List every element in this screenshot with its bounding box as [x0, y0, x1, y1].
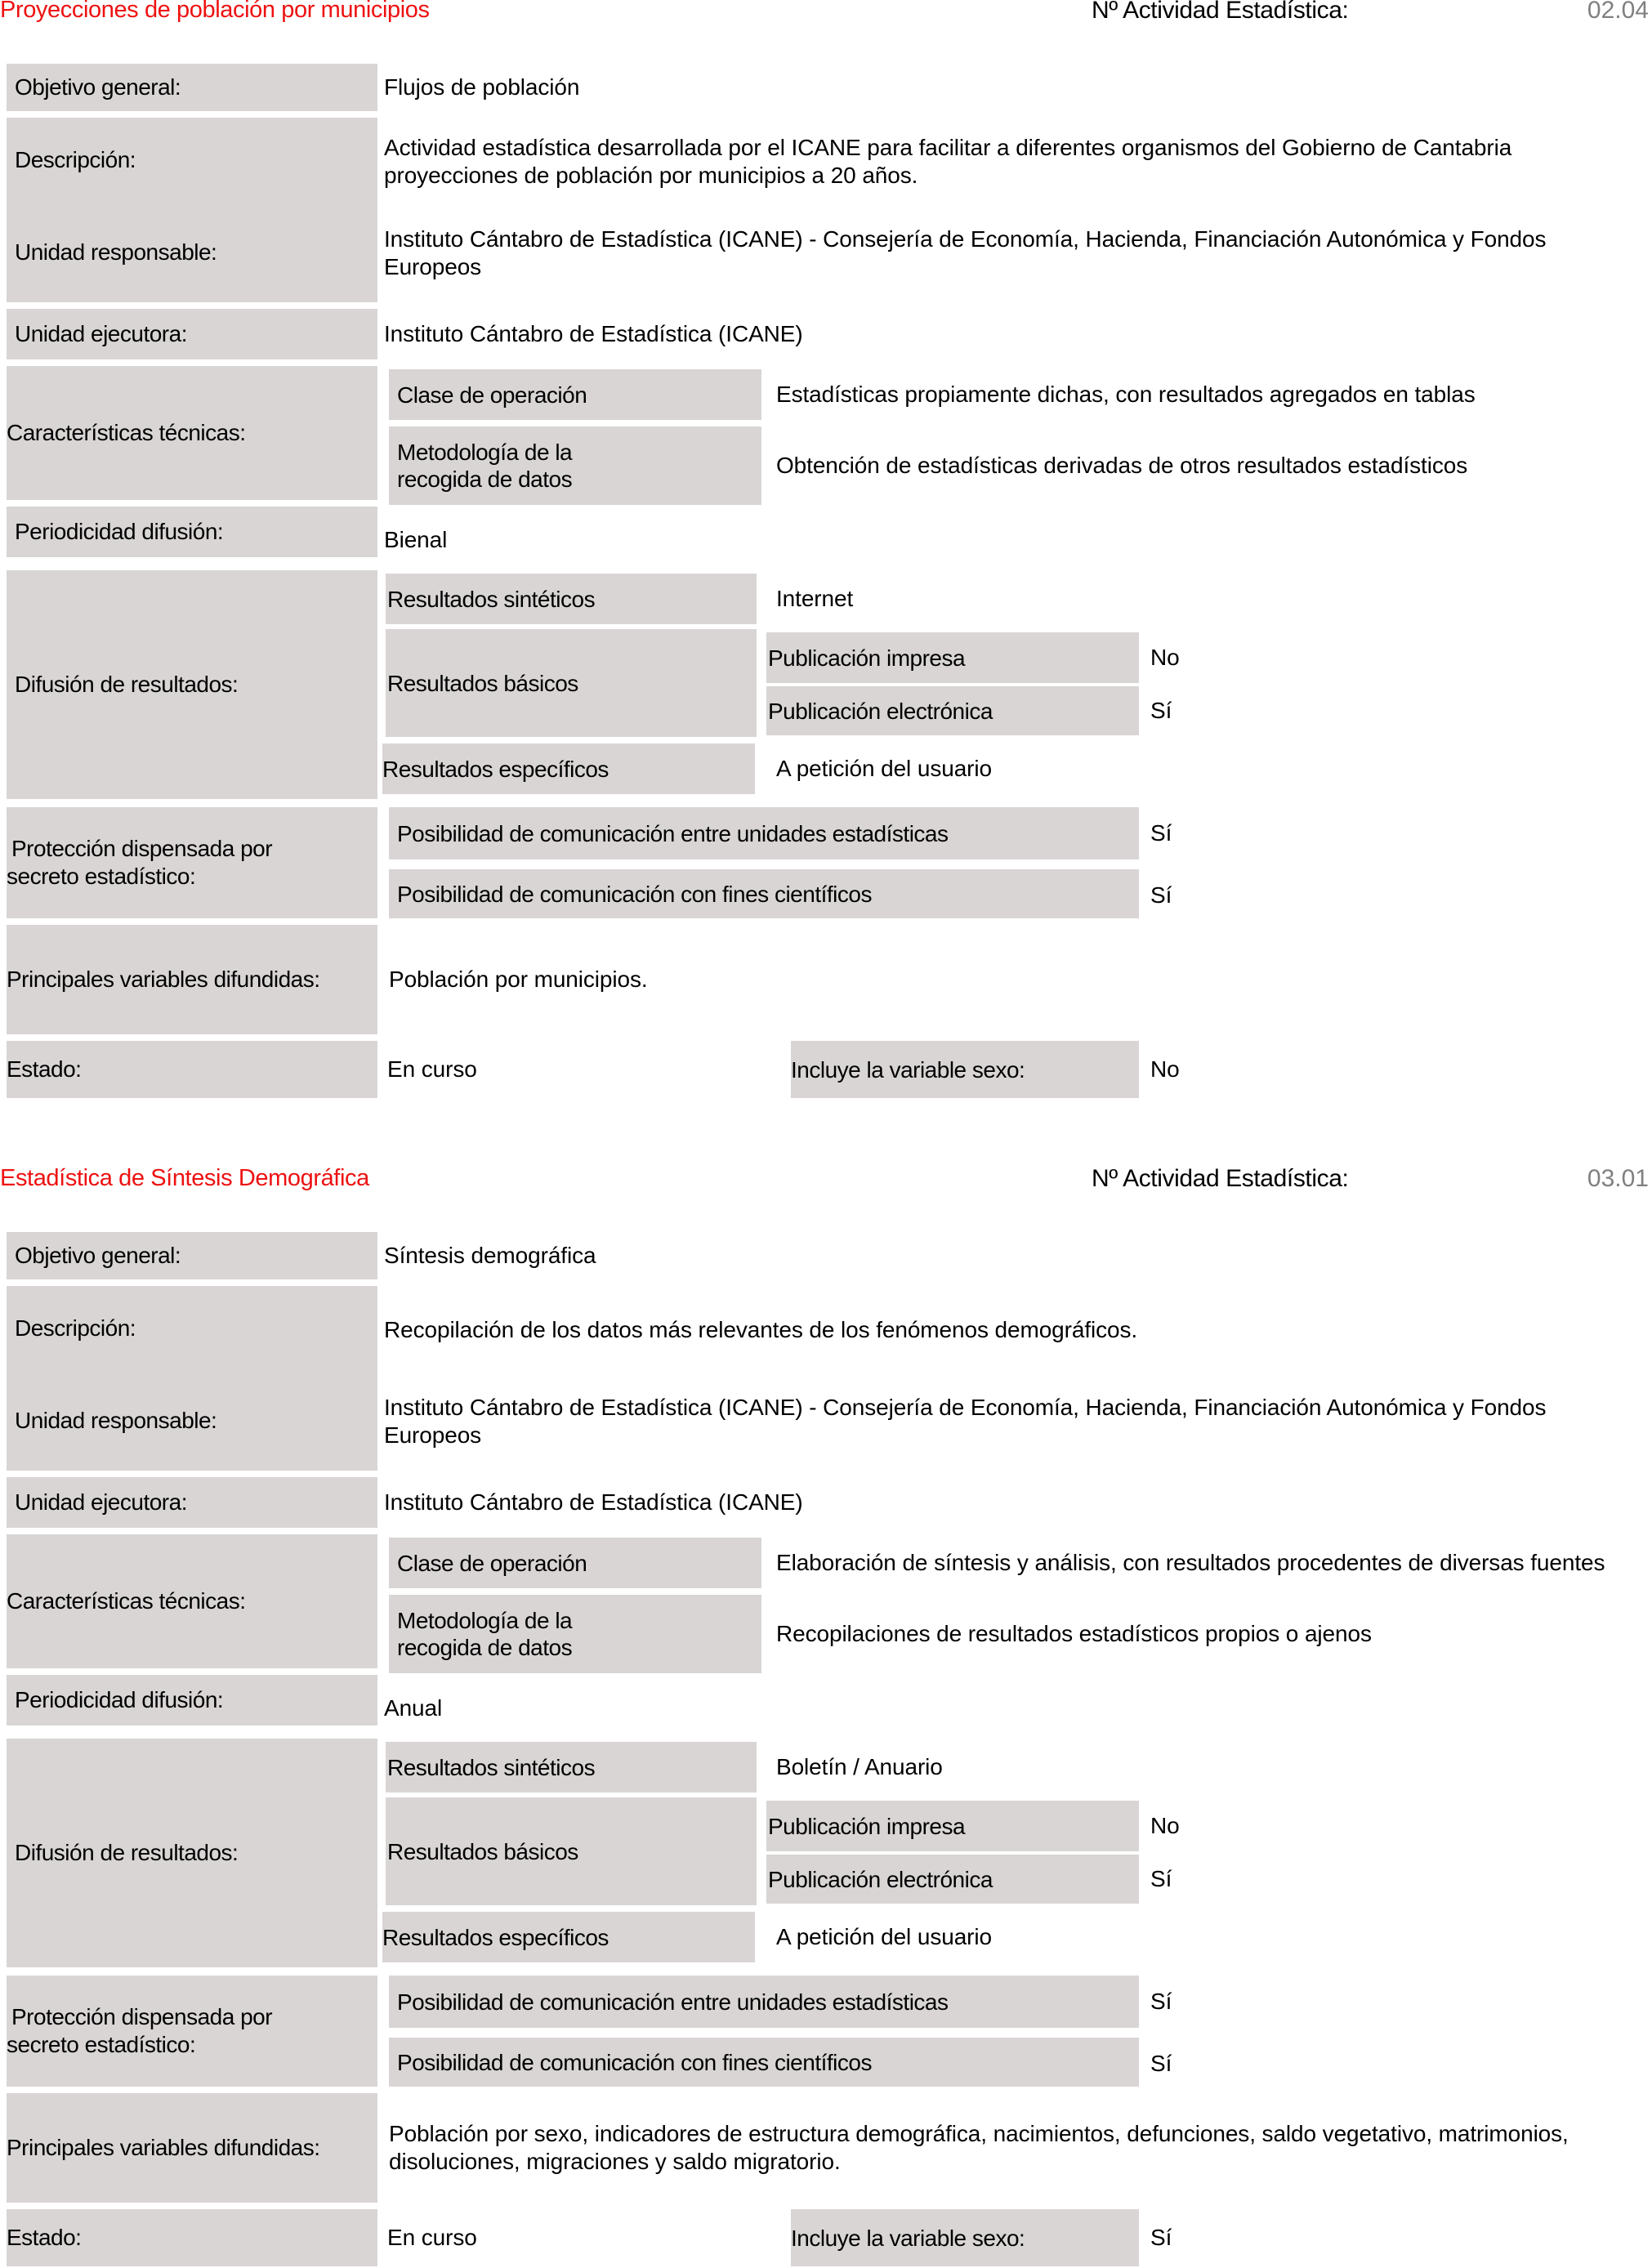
periodicidad-value: Anual [384, 1695, 443, 1721]
clase-operacion-label: Clase de operación [389, 1538, 761, 1588]
proteccion-label-text: Protección dispensada por secreto estadístico: [7, 836, 273, 889]
activity-number: 03.01 [1587, 1165, 1649, 1192]
sinteticos-label: Resultados sintéticos [386, 1742, 757, 1793]
clase-operacion-label: Clase de operación [389, 369, 761, 420]
electronica-value: Sí [1150, 698, 1172, 723]
caracteristicas-label: Características técnicas: [7, 366, 377, 500]
clase-operacion-value: Estadísticas propiamente dichas, con resultados agregados en tablas [776, 382, 1476, 407]
unidad-ejecutora-value: Instituto Cántabro de Estadística (ICANE) [384, 1489, 803, 1515]
unidad-ejecutora-label: Unidad ejecutora: [7, 1477, 377, 1528]
basicos-label: Resultados básicos [386, 629, 757, 737]
impresa-value: No [1150, 645, 1180, 670]
objetivo-value: Flujos de población [384, 74, 580, 100]
com-unidades-value: Sí [1150, 1989, 1172, 2014]
unidad-responsable-value: Instituto Cántabro de Estadística (ICANE) - Consejería de Economía, Hacienda, Financiación Autonómica y Fondos Europeos [384, 1395, 1547, 1448]
proteccion-label [7, 1976, 377, 2087]
sinteticos-value: Boletín / Anuario [776, 1754, 943, 1779]
variables-label: Principales variables difundidas: [7, 925, 377, 1034]
operation-block-1 [0, 0, 1652, 1111]
metodologia-value: Obtención de estadísticas derivadas de otros resultados estadísticos [776, 453, 1468, 478]
sinteticos-value: Internet [776, 586, 854, 611]
especificos-value: A petición del usuario [776, 756, 992, 781]
electronica-label: Publicación electrónica [766, 1855, 1139, 1904]
electronica-value: Sí [1150, 1866, 1172, 1891]
variables-value: Población por sexo, indicadores de estructura demográfica, nacimientos, defunciones, saldo vegetativo, matrimonios, disoluciones, migraciones y saldo migratorio. [389, 2121, 1569, 2174]
especificos-label: Resultados específicos [382, 1912, 755, 1962]
com-cientificos-value: Sí [1150, 882, 1172, 908]
electronica-label: Publicación electrónica [766, 686, 1139, 735]
objetivo-value: Síntesis demográfica [384, 1243, 596, 1268]
metodologia-label-text: Metodología de la recogida de datos [397, 1608, 573, 1660]
sexo-value: Sí [1150, 2225, 1172, 2250]
unidad-responsable-value: Instituto Cántabro de Estadística (ICANE) - Consejería de Economía, Hacienda, Financiación Autonómica y Fondos Europeos [384, 226, 1547, 279]
operation-title: Proyecciones de población por municipios [0, 0, 430, 23]
periodicidad-label: Periodicidad difusión: [7, 1675, 377, 1726]
sexo-label: Incluye la variable sexo: [791, 2209, 1139, 2266]
clase-operacion-value: Elaboración de síntesis y análisis, con resultados procedentes de diversas fuentes [776, 1550, 1605, 1575]
periodicidad-label: Periodicidad difusión: [7, 507, 377, 557]
metodologia-value: Recopilaciones de resultados estadísticos propios o ajenos [776, 1621, 1372, 1646]
variables-value: Población por municipios. [389, 967, 648, 992]
difusion-label: Difusión de resultados: [7, 1739, 377, 1967]
metodologia-label [389, 1595, 761, 1673]
descripcion-value: Recopilación de los datos más relevantes de los fenómenos demográficos. [384, 1317, 1138, 1342]
descripcion-value: Actividad estadística desarrollada por el ICANE para facilitar a diferentes organismos del Gobierno de Cantabria proyecciones de población por municipios a 20 años. [384, 135, 1512, 188]
operation-block-2 [0, 1165, 1652, 2268]
caracteristicas-label: Características técnicas: [7, 1534, 377, 1668]
periodicidad-value: Bienal [384, 527, 448, 552]
unidad-responsable-label: Unidad responsable: [7, 203, 377, 302]
especificos-label: Resultados específicos [382, 743, 755, 794]
estado-label: Estado: [7, 2209, 377, 2266]
especificos-value: A petición del usuario [776, 1924, 992, 1949]
sexo-value: No [1150, 1056, 1180, 1082]
estado-value: En curso [387, 1056, 477, 1082]
operation-title: Estadística de Síntesis Demográfica [0, 1165, 369, 1191]
descripcion-label: Descripción: [7, 118, 377, 203]
unidad-responsable-label: Unidad responsable: [7, 1371, 377, 1471]
proteccion-label [7, 807, 377, 918]
unidad-ejecutora-label: Unidad ejecutora: [7, 309, 377, 359]
difusion-label: Difusión de resultados: [7, 570, 377, 799]
estado-value: En curso [387, 2225, 477, 2250]
metodologia-label [389, 426, 761, 505]
impresa-label: Publicación impresa [766, 1801, 1139, 1851]
sexo-label: Incluye la variable sexo: [791, 1041, 1139, 1098]
com-unidades-label: Posibilidad de comunicación entre unidades estadísticas [389, 807, 1139, 859]
activity-number-label: Nº Actividad Estadística: [1092, 0, 1349, 24]
com-unidades-value: Sí [1150, 820, 1172, 846]
com-unidades-label: Posibilidad de comunicación entre unidades estadísticas [389, 1976, 1139, 2028]
impresa-value: No [1150, 1813, 1180, 1838]
activity-number-label: Nº Actividad Estadística: [1092, 1165, 1349, 1192]
unidad-ejecutora-value: Instituto Cántabro de Estadística (ICANE) [384, 321, 803, 346]
estado-label: Estado: [7, 1041, 377, 1098]
proteccion-label-text: Protección dispensada por secreto estadístico: [7, 2004, 273, 2057]
basicos-label: Resultados básicos [386, 1797, 757, 1905]
com-cientificos-label: Posibilidad de comunicación con fines científicos [389, 869, 1139, 918]
objetivo-label: Objetivo general: [7, 1232, 377, 1279]
com-cientificos-label: Posibilidad de comunicación con fines científicos [389, 2038, 1139, 2087]
impresa-label: Publicación impresa [766, 632, 1139, 683]
descripcion-label: Descripción: [7, 1286, 377, 1371]
activity-number: 02.04 [1587, 0, 1649, 24]
variables-label: Principales variables difundidas: [7, 2093, 377, 2203]
sinteticos-label: Resultados sintéticos [386, 574, 757, 624]
com-cientificos-value: Sí [1150, 2051, 1172, 2076]
objetivo-label: Objetivo general: [7, 64, 377, 111]
metodologia-label-text: Metodología de la recogida de datos [397, 440, 573, 492]
